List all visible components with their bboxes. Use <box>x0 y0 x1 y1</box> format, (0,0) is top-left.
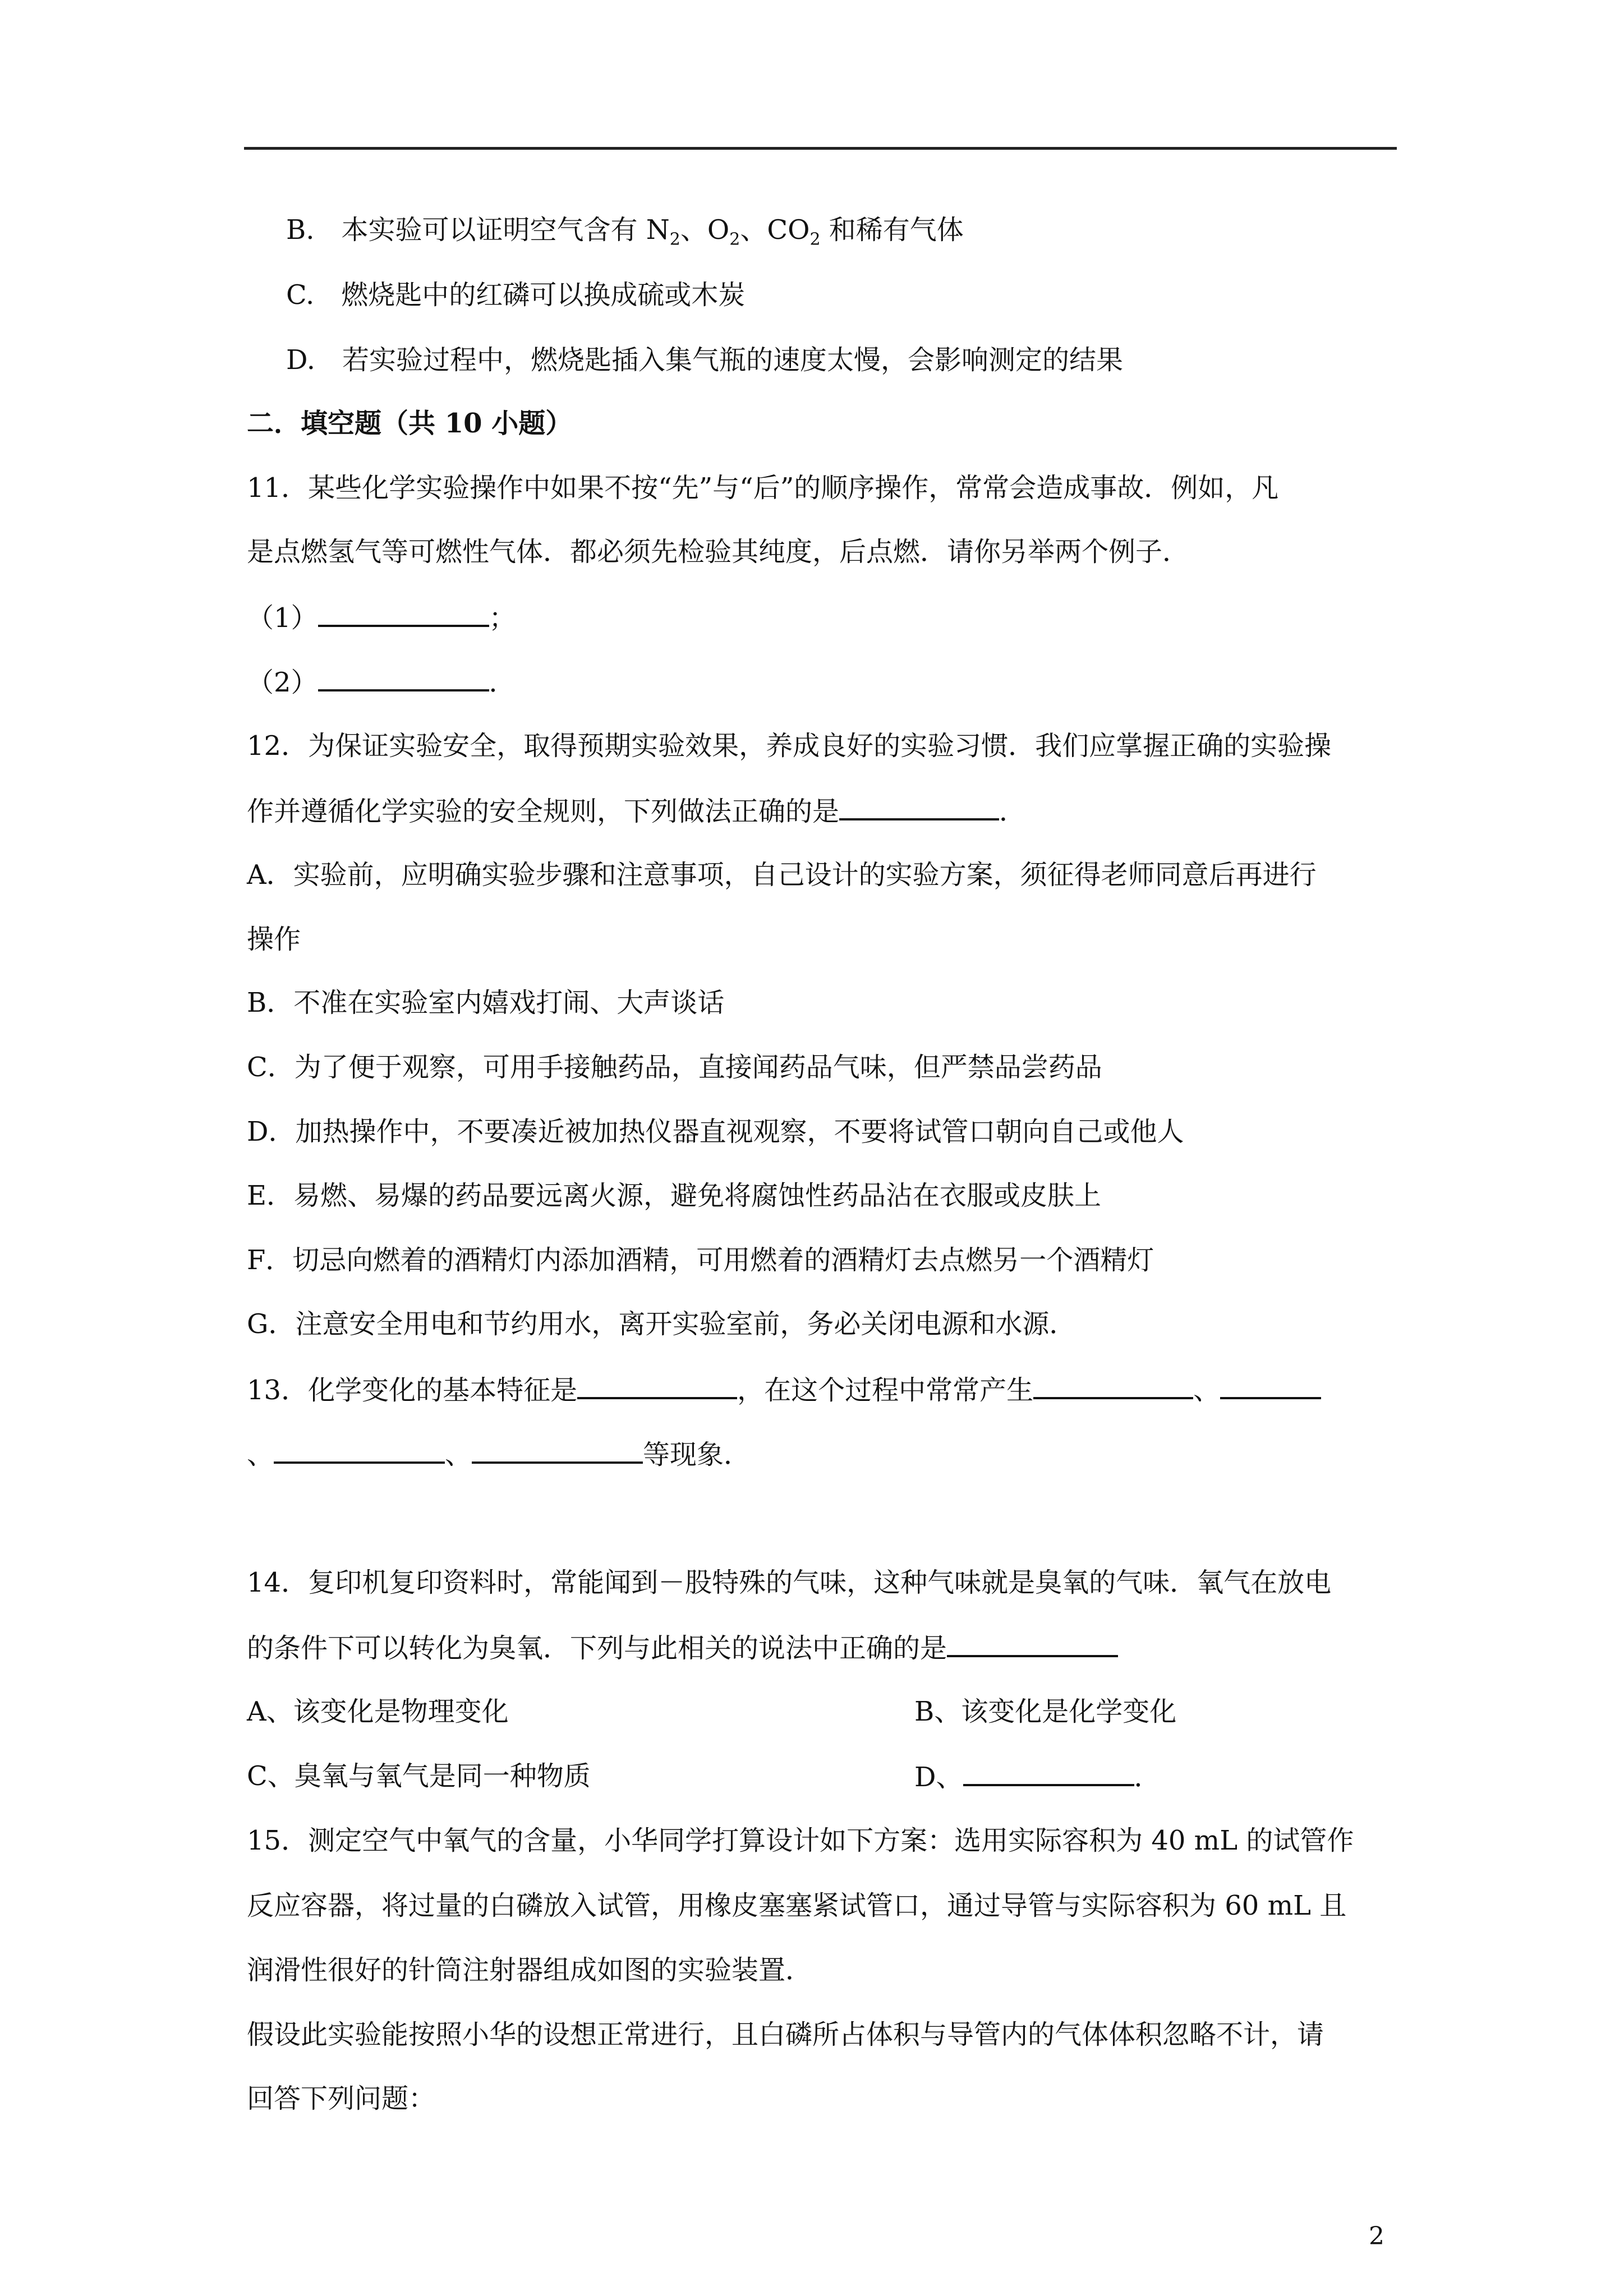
answer-blank[interactable] <box>839 794 999 820</box>
q14-options-cd <box>247 1759 1161 1793</box>
answer-blank[interactable] <box>1033 1372 1193 1399</box>
q14-options-ab <box>247 1695 1177 1728</box>
answer-blank[interactable] <box>947 1630 1118 1657</box>
q12-option-c: C．为了便于观察，可用手接触药品，直接闻药品气味，但严禁品尝药品 <box>247 1052 1102 1083</box>
q11-line-1: 11．某些化学实验操作中如果不按“先”与“后”的顺序操作，常常会造成事故．例如，凡 <box>247 472 1279 504</box>
answer-blank[interactable] <box>1220 1372 1321 1399</box>
answer-blank[interactable] <box>472 1437 643 1464</box>
q12-option-a-line-2: 操作 <box>247 924 301 955</box>
q12-line-2: 作并遵循化学实验的安全规则，下列做法正确的是 ． <box>247 794 1026 828</box>
answer-blank[interactable] <box>318 665 489 691</box>
q13-line-1: 13．化学变化的基本特征是 ，在这个过程中常常产生 、 <box>247 1372 1321 1407</box>
q14-line-1: 14．复印机复印资料时，常能闻到－股特殊的气味，这种气味就是臭氧的气味．氧气在放电 <box>247 1567 1332 1598</box>
q14-option-c: C、臭氧与氧气是同一种物质 <box>247 1760 591 1792</box>
section-title: 二．填空题（共 10 小题） <box>247 408 573 439</box>
q14-line-2: 的条件下可以转化为臭氧．下列与此相关的说法中正确的是 <box>247 1630 1118 1665</box>
answer-blank[interactable] <box>963 1759 1134 1786</box>
q15-line-2: 反应容器，将过量的白磷放入试管，用橡皮塞塞紧试管口，通过导管与实际容积为 60 mL 且 <box>247 1890 1347 1921</box>
q14-option-a: A、该变化是物理变化 <box>247 1696 509 1727</box>
q14-option-b: B、该变化是化学变化 <box>914 1696 1177 1727</box>
q12-option-e: E．易燃、易爆的药品要远离火源，避免将腐蚀性药品沾在衣服或皮肤上 <box>247 1180 1102 1211</box>
q14-option-d: D、 ． <box>914 1759 1161 1794</box>
q11-line-2: 是点燃氢气等可燃性气体．都必须先检验其纯度，后点燃．请你另举两个例子． <box>247 536 1190 568</box>
page-number: 2 <box>1369 2222 1384 2251</box>
option-d: D. 若实验过程中，燃烧匙插入集气瓶的速度太慢，会影响测定的结果 <box>286 344 1124 376</box>
option-c: C. 燃烧匙中的红磷可以换成硫或木炭 <box>286 279 746 311</box>
q11-item-1: （1） ； <box>247 600 516 635</box>
q12-option-b: B．不准在实验室内嬉戏打闹、大声谈话 <box>247 987 725 1018</box>
q15-line-3: 润滑性很好的针筒注射器组成如图的实验装置． <box>247 1954 813 1986</box>
q15-line-4: 假设此实验能按照小华的设想正常进行，且白磷所占体积与导管内的气体体积忽略不计，请 <box>247 2019 1324 2050</box>
q12-option-d: D．加热操作中，不要凑近被加热仪器直视观察，不要将试管口朝向自己或他人 <box>247 1116 1184 1147</box>
header-rule <box>244 147 1397 150</box>
q12-option-g: G．注意安全用电和节约用水，离开实验室前，务必关闭电源和水源． <box>247 1308 1076 1340</box>
q12-option-f: F．切忌向燃着的酒精灯内添加酒精，可用燃着的酒精灯去点燃另一个酒精灯 <box>247 1244 1154 1276</box>
q15-line-5: 回答下列问题： <box>247 2083 436 2114</box>
answer-blank[interactable] <box>274 1437 445 1464</box>
answer-blank[interactable] <box>577 1372 737 1399</box>
q12-line-1: 12．为保证实验安全，取得预期实验效果，养成良好的实验习惯．我们应掌握正确的实验操 <box>247 730 1332 762</box>
q13-line-2: 、 、 等现象． <box>247 1437 751 1472</box>
q11-item-2: （2） ． <box>247 665 516 699</box>
answer-blank[interactable] <box>318 600 489 627</box>
q15-line-1: 15．测定空气中氧气的含量，小华同学打算设计如下方案：选用实际容积为 40 mL 的试管作 <box>247 1825 1354 1856</box>
option-b: B. 本实验可以证明空气含有 $N_2$、$O_2$、$CO_2$ 和稀有气体 <box>286 214 964 250</box>
q12-option-a-line-1: A．实验前，应明确实验步骤和注意事项，自己设计的实验方案，须征得老师同意后再进行 <box>247 859 1317 891</box>
